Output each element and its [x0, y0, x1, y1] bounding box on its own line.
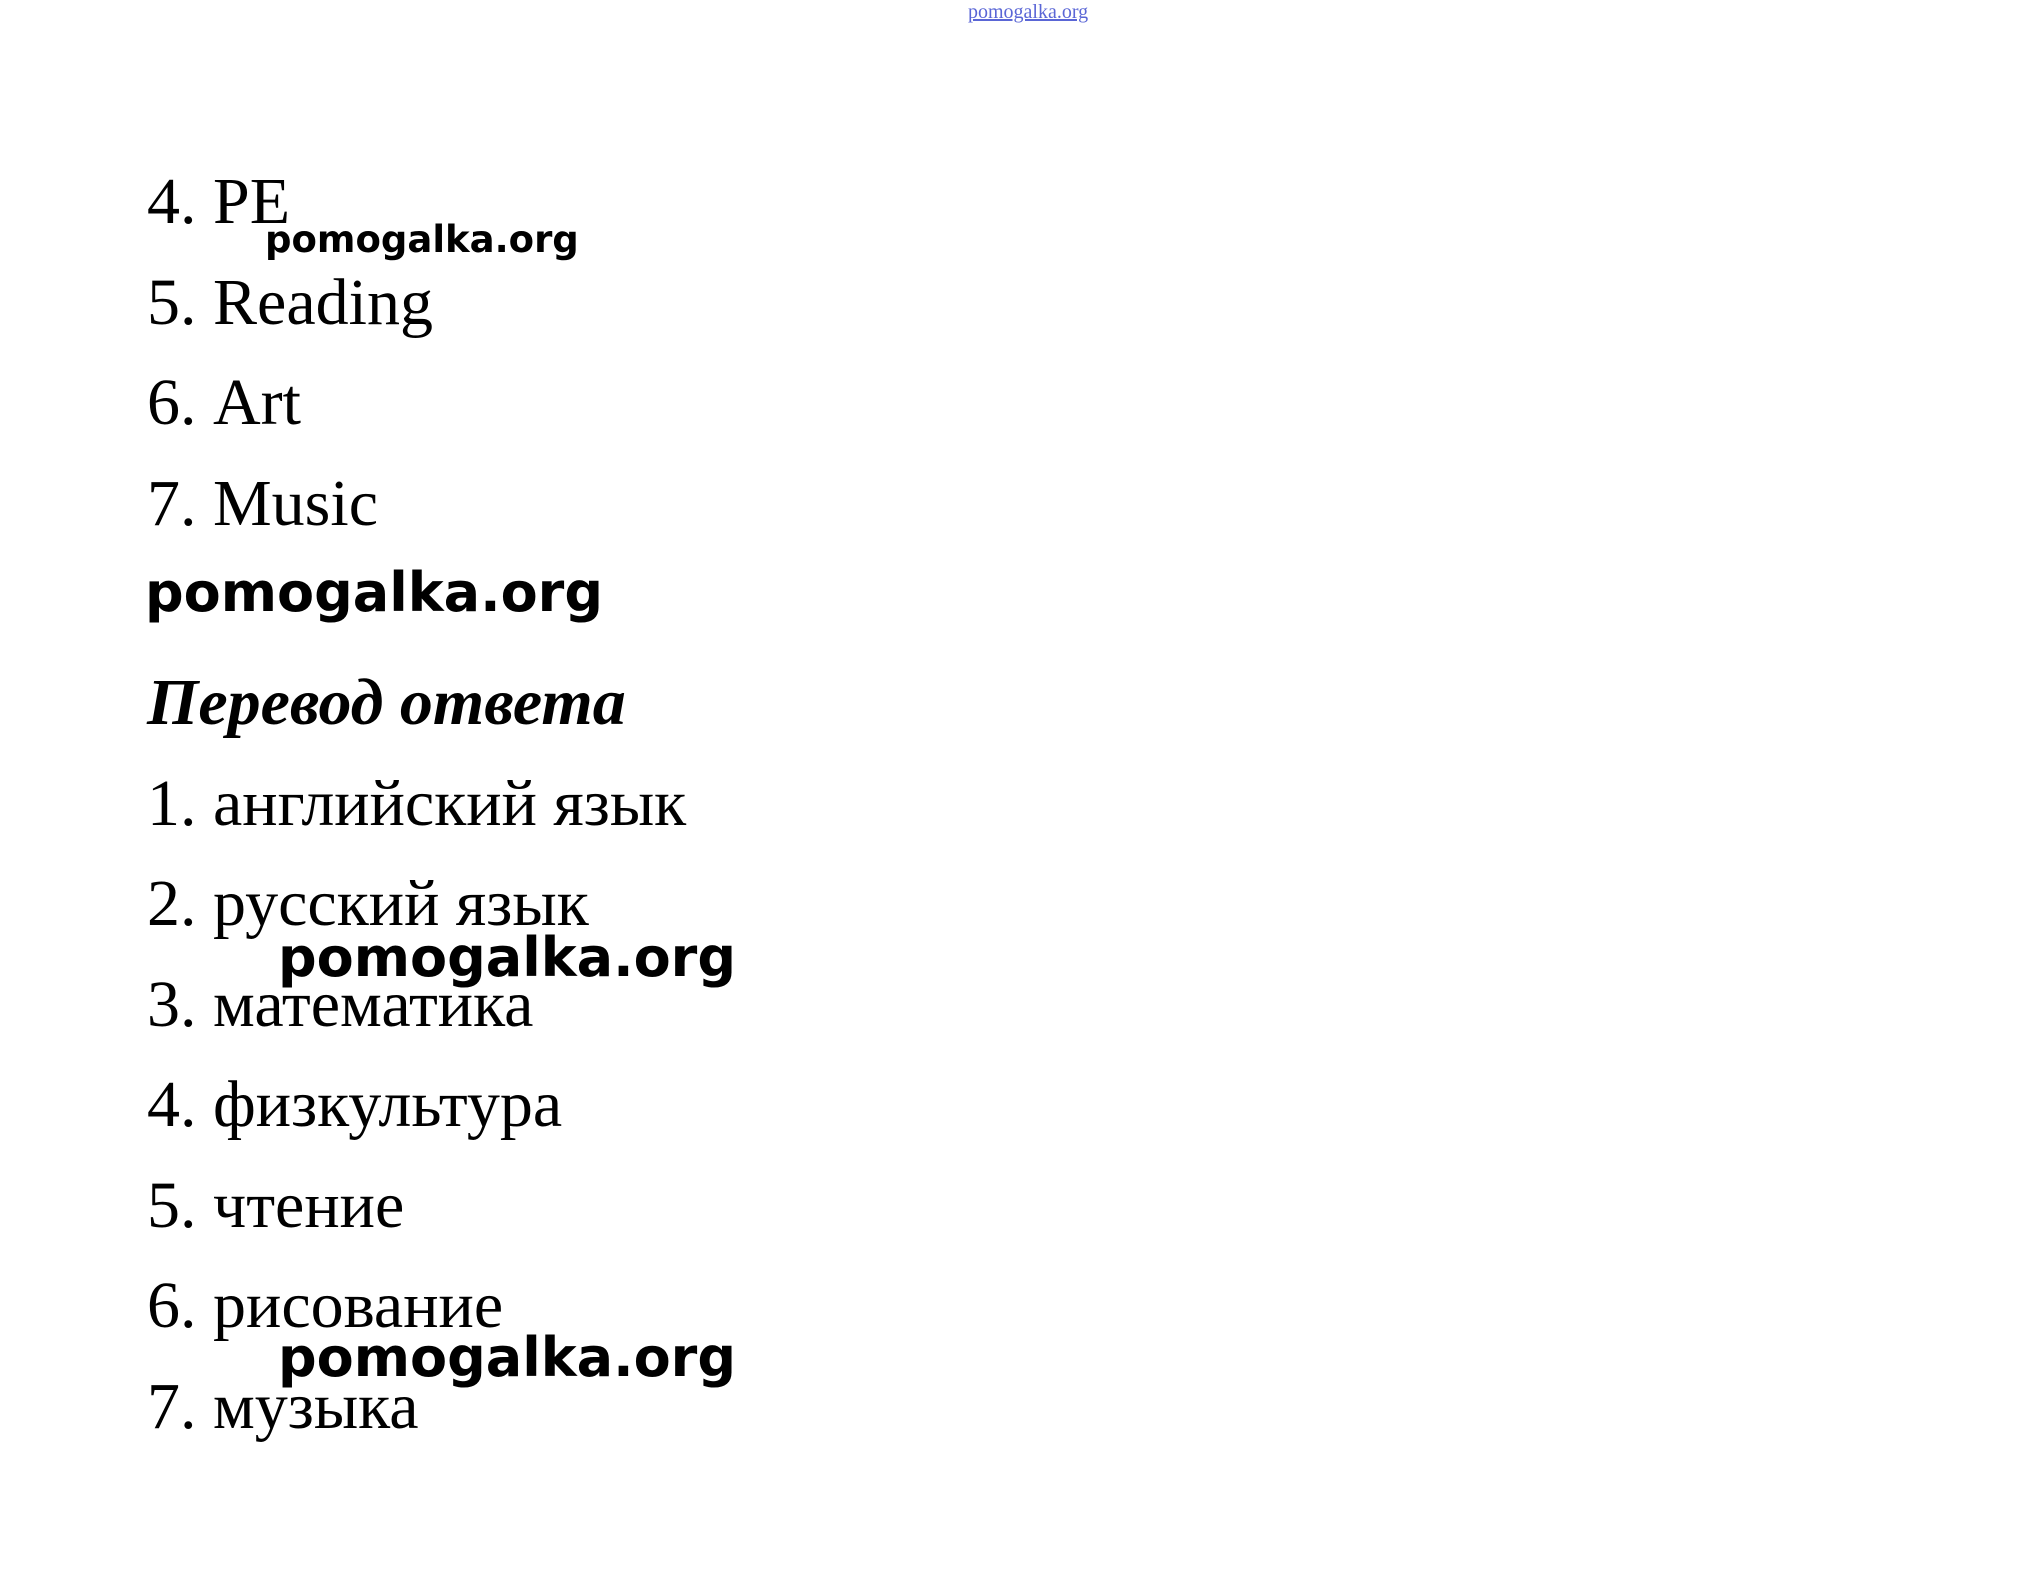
item-text: математика: [213, 968, 534, 1041]
item-text: Music: [213, 467, 378, 540]
list-item: [147, 1166, 404, 1246]
list-item: [147, 764, 686, 844]
item-number: 3.: [147, 968, 197, 1041]
list-item: [147, 263, 433, 343]
watermark: pomogalka.org: [265, 218, 579, 261]
item-text: рисование: [213, 1269, 504, 1342]
item-number: 5.: [147, 1169, 197, 1242]
list-item: [147, 1065, 562, 1145]
item-text: чтение: [213, 1169, 405, 1242]
item-number: 4.: [147, 1068, 197, 1141]
item-number: 1.: [147, 767, 197, 840]
item-text: физкультура: [213, 1068, 563, 1141]
watermark: pomogalka.org: [278, 1326, 736, 1389]
watermark: pomogalka.org: [145, 561, 603, 624]
list-item: [147, 464, 378, 544]
item-number: 7.: [147, 1370, 197, 1443]
site-link[interactable]: pomogalka.org: [968, 1, 1089, 23]
item-text: PE: [213, 165, 291, 238]
list-item: [147, 363, 301, 443]
item-number: 6.: [147, 366, 197, 439]
item-text: Reading: [213, 266, 433, 339]
item-text: Art: [213, 366, 301, 439]
item-text: английский язык: [213, 767, 687, 840]
translation-heading: Перевод ответа: [147, 666, 626, 739]
item-number: 2.: [147, 867, 197, 940]
item-text: музыка: [213, 1370, 419, 1443]
item-number: 5.: [147, 266, 197, 339]
item-text: русский язык: [213, 867, 589, 940]
item-number: 6.: [147, 1269, 197, 1342]
watermark: pomogalka.org: [278, 926, 736, 989]
item-number: 7.: [147, 467, 197, 540]
item-number: 4.: [147, 165, 197, 238]
